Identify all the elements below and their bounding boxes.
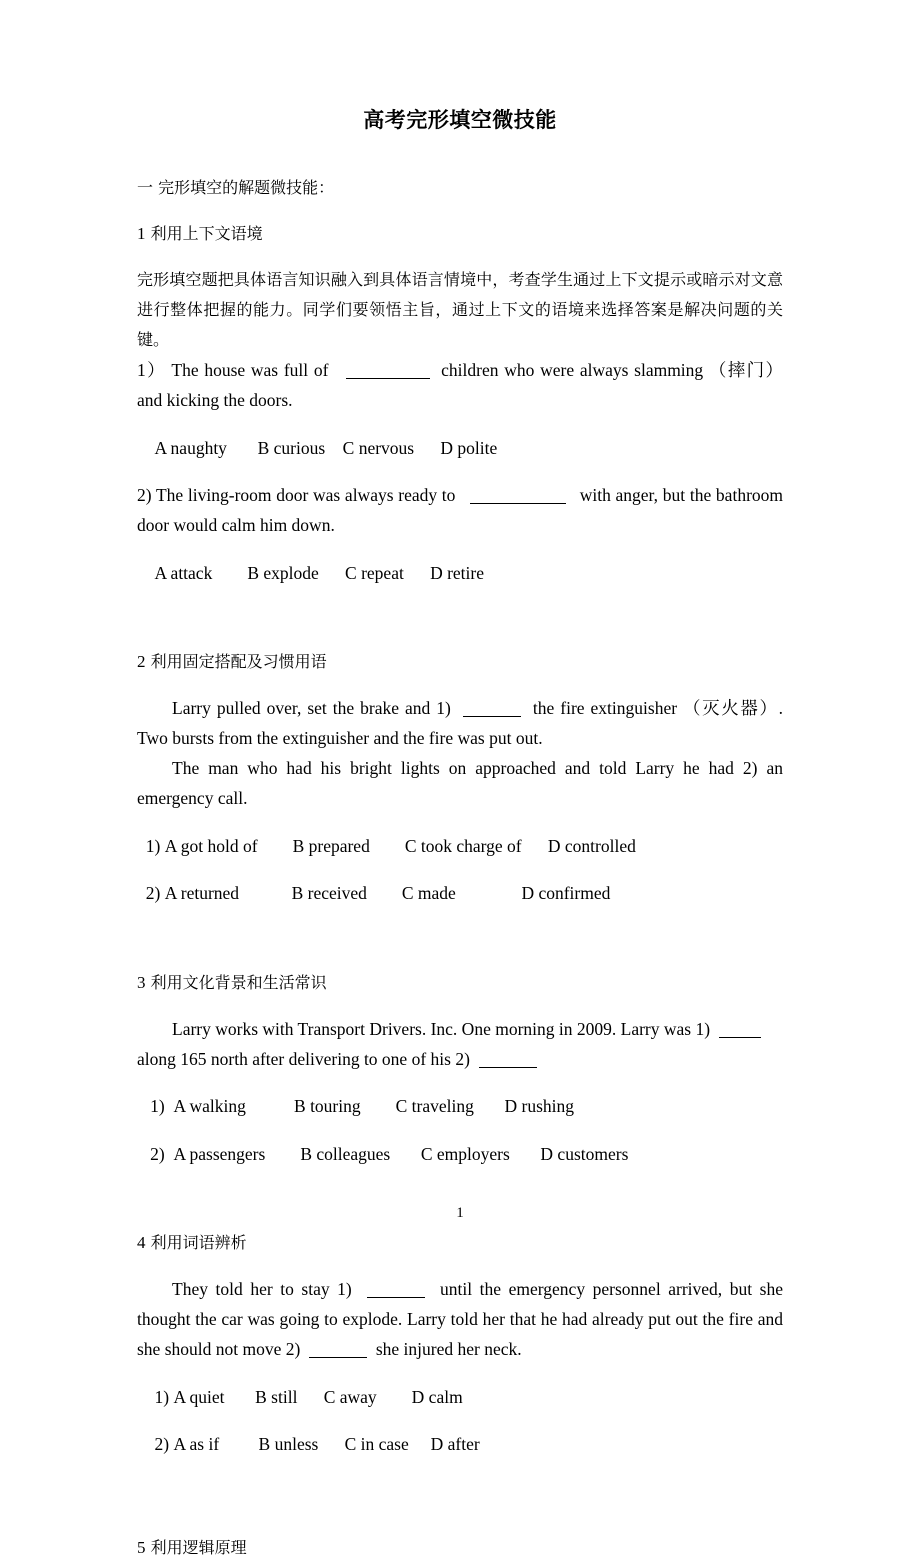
skill-3-passage-line-1 (137, 1014, 783, 1044)
skill-4-passage (137, 1274, 788, 1364)
skill-5-number: 5 (137, 1537, 146, 1557)
option-d[interactable]: D retire (430, 562, 485, 583)
skill-4-number: 4 (137, 1233, 146, 1252)
option-d[interactable]: D confirmed (521, 883, 611, 903)
option-a[interactable]: A quiet (173, 1386, 225, 1407)
option-b[interactable]: B received (291, 883, 367, 903)
skill-1-bottom-spacer (137, 605, 783, 631)
skill-2-number: 2 (137, 652, 146, 671)
skill-3-heading (137, 968, 783, 998)
option-b[interactable]: B curious (257, 437, 326, 458)
q2-text-after: with anger, but the bathroom door would calm him down. (137, 485, 788, 535)
s4-p-after: she injured her neck. (375, 1339, 522, 1359)
option-c[interactable]: C away (323, 1386, 377, 1407)
option-d[interactable]: D calm (411, 1386, 463, 1407)
skill-1-heading (137, 219, 783, 249)
skill-5-heading-text: 利用逻辑原理 (150, 1537, 247, 1557)
q1-blank[interactable] (346, 365, 430, 379)
option-a[interactable]: A got hold of (164, 835, 258, 856)
option-b[interactable]: B prepared (292, 835, 370, 856)
option-d[interactable]: D customers (540, 1143, 629, 1164)
skill-4-option-row-1 (137, 1382, 783, 1412)
skill-3-option-row-2 (137, 1139, 783, 1169)
skill-4-bottom-spacer (137, 1477, 783, 1517)
option-d[interactable]: D polite (440, 437, 498, 458)
skill-4-heading (137, 1228, 783, 1258)
q2-blank[interactable] (470, 490, 566, 504)
skill-2-option-row-2 (137, 878, 783, 908)
outline-heading: 一 完形填空的解题微技能： (137, 178, 335, 197)
q1-label: 1） (137, 360, 166, 380)
row-label: 1) (150, 1096, 165, 1116)
option-c[interactable]: C took charge of (404, 835, 522, 856)
skill-1-number: 1 (137, 224, 146, 243)
skill-5-heading (137, 1533, 783, 1563)
skill-1-intro: 完形填空题把具体语言知识融入到具体语言情境中，考查学生通过上下文提示或暗示对文意进行整体把握的能力。同学们要领悟主旨，通过上下文的语境来选择答案是解决问题的关键。 (137, 270, 783, 349)
skill-2-option-row-1 (137, 831, 783, 861)
skill-1-question-2 (137, 480, 788, 540)
page-title: 高考完形填空微技能 (363, 108, 557, 132)
s2-p1-after: the fire extinguisher （灭火器）. Two bursts from the extinguisher and the fire was put out. (137, 698, 788, 748)
s3-p-middle: along 165 north after delivering to one of his 2) (137, 1048, 470, 1069)
s2-blank-1[interactable] (463, 703, 521, 717)
option-d[interactable]: D after (430, 1434, 480, 1454)
option-a[interactable]: A naughty (154, 437, 227, 458)
option-c[interactable]: C traveling (395, 1096, 474, 1116)
s4-p-before: They told her to stay 1) (172, 1279, 352, 1299)
skill-1-heading-text: 利用上下文语境 (150, 224, 263, 243)
skill-3-heading-text: 利用文化背景和生活常识 (150, 972, 327, 992)
skill-2-heading-text: 利用固定搭配及习惯用语 (150, 652, 327, 671)
skill-2-passage-2: The man who had his bright lights on approached and told Larry he had 2) an emergency call. (137, 758, 788, 808)
option-c[interactable]: C repeat (345, 562, 404, 583)
row-label: 2) (154, 1434, 170, 1454)
q1-text-before: The house was full of (171, 360, 329, 380)
option-b[interactable]: B still (255, 1386, 298, 1407)
option-a[interactable]: A walking (173, 1096, 246, 1116)
option-c[interactable]: C made (401, 883, 456, 903)
skill-3-number: 3 (137, 972, 146, 992)
skill-2-passage-1 (137, 693, 788, 753)
skill-4-option-row-2 (137, 1429, 783, 1459)
skill-1-question-1-options (137, 433, 783, 463)
skill-4-heading-text: 利用词语辨析 (150, 1233, 247, 1252)
option-a[interactable]: A passengers (173, 1143, 266, 1164)
s2-p1-before: Larry pulled over, set the brake and 1) (172, 698, 451, 718)
option-c[interactable]: C in case (344, 1434, 409, 1454)
s4-blank-2[interactable] (309, 1344, 367, 1358)
skill-1-question-2-options (137, 558, 783, 588)
option-d[interactable]: D controlled (547, 835, 636, 856)
skill-2-bottom-spacer (137, 926, 783, 952)
s4-p-middle: until the emergency personnel arrived, but she thought the car was going to explode. Larry told her that he had already put out the fire and she should not move 2) (137, 1279, 788, 1359)
option-b[interactable]: B explode (247, 562, 319, 583)
q1-text-after: children who were always slamming （摔门） and kicking the doors. (137, 360, 788, 410)
option-a[interactable]: A attack (154, 562, 213, 583)
option-b[interactable]: B touring (294, 1096, 361, 1116)
option-c[interactable]: C nervous (342, 437, 415, 458)
s4-blank-1[interactable] (367, 1284, 425, 1298)
s3-blank-2[interactable] (479, 1054, 537, 1068)
skill-3-option-row-1 (137, 1091, 783, 1121)
option-a[interactable]: A returned (164, 883, 240, 903)
option-c[interactable]: C employers (420, 1143, 510, 1164)
row-label: 2) (145, 883, 161, 903)
option-d[interactable]: D rushing (504, 1096, 575, 1116)
q2-text-before: The living-room door was always ready to (155, 485, 456, 505)
s3-p-before: Larry works with Transport Drivers. Inc. One morning in 2009. Larry was 1) (172, 1018, 711, 1039)
row-label: 2) (150, 1143, 165, 1164)
option-b[interactable]: B colleagues (300, 1143, 391, 1164)
option-a[interactable]: A as if (173, 1434, 220, 1454)
page-number: 1 (456, 1205, 464, 1221)
skill-1-question-1 (137, 355, 788, 415)
row-label: 1) (145, 835, 161, 856)
option-b[interactable]: B unless (258, 1434, 319, 1454)
s3-blank-1[interactable] (719, 1024, 761, 1038)
title-spacer (137, 131, 783, 157)
skill-2-heading (137, 647, 783, 677)
row-label: 1) (154, 1386, 170, 1407)
q2-label: 2) (137, 485, 152, 505)
skill-3-passage-line-2 (137, 1044, 783, 1074)
